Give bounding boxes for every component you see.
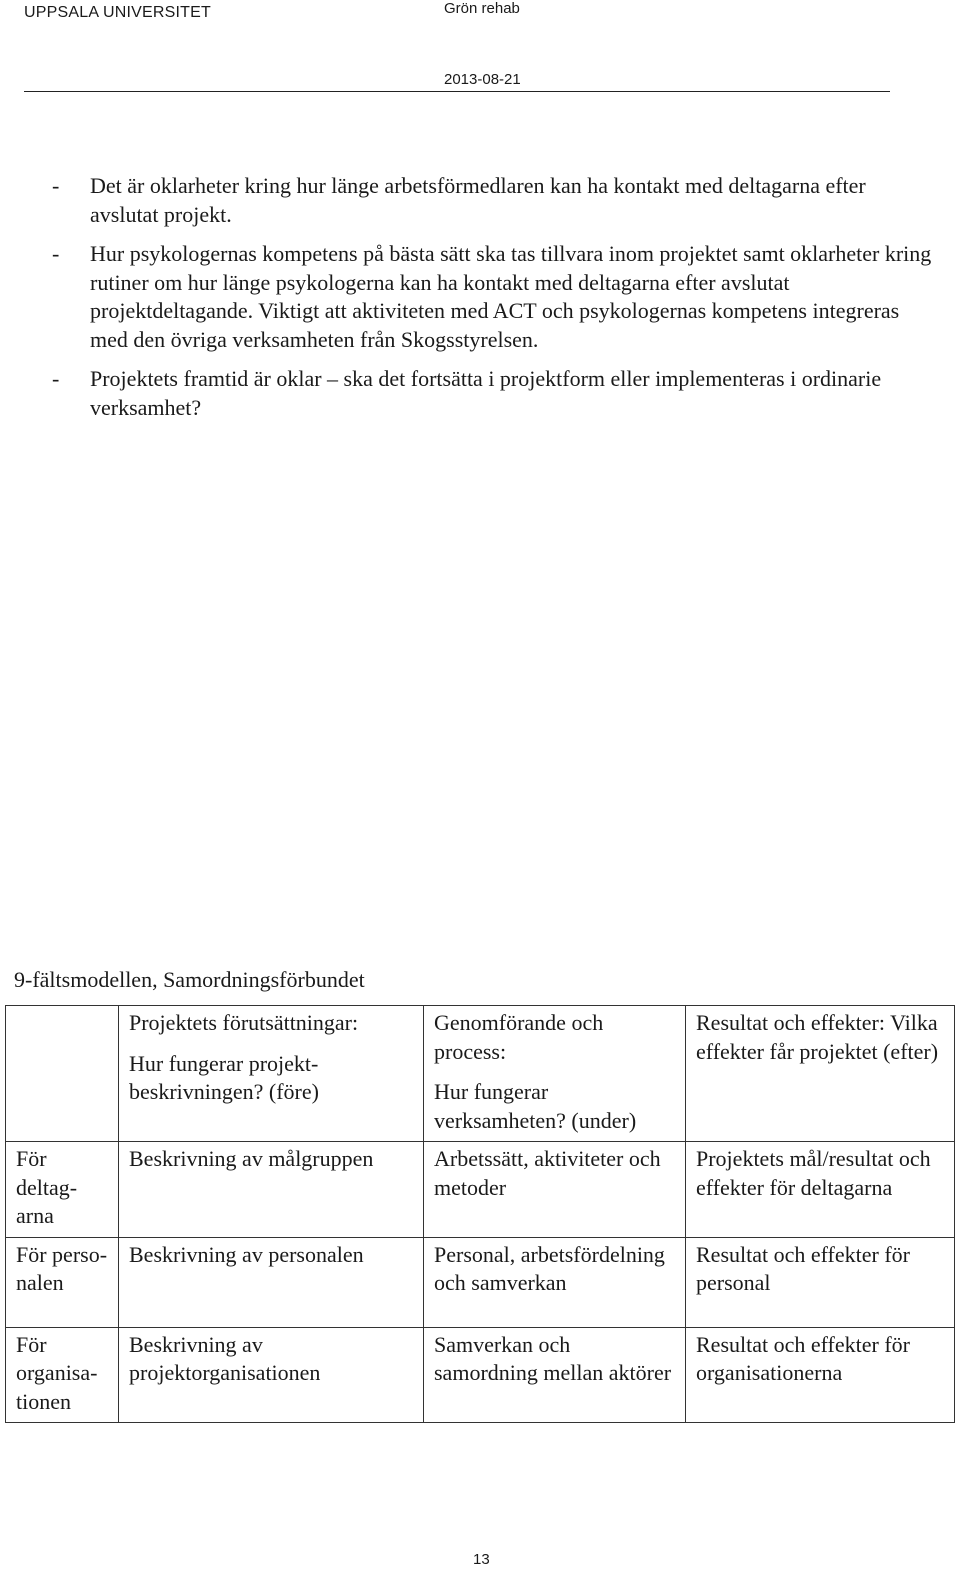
- bullet-dash: -: [52, 173, 60, 198]
- header-cell-results: [686, 1006, 955, 1142]
- university-name: UPPSALA UNIVERSITET: [24, 4, 211, 21]
- table-cell: Beskrivning av personalen: [119, 1237, 424, 1327]
- bullet-item: [52, 172, 932, 229]
- bullet-item: [52, 240, 932, 354]
- table-cell: Personal, arbetsfördelning och samverkan: [424, 1237, 686, 1327]
- row-label: För perso-nalen: [6, 1237, 119, 1327]
- table-cell: Beskrivning av projektorganisationen: [119, 1327, 424, 1423]
- table-cell: Resultat och effekter för personal: [686, 1237, 955, 1327]
- document-date: 2013-08-21: [444, 71, 521, 88]
- bullet-dash: -: [52, 241, 60, 266]
- table-row: [6, 1142, 955, 1238]
- table-cell: Arbetssätt, aktiviteter och metoder: [424, 1142, 686, 1238]
- bullet-text: Projektets framtid är oklar – ska det fortsätta i projektform eller implementeras i ordinarie verksamhet?: [90, 366, 882, 420]
- table-cell: Projektets mål/resultat och effekter för deltagarna: [686, 1142, 955, 1238]
- table-cell: Resultat och effekter för organisationerna: [686, 1327, 955, 1423]
- nine-field-model-table: [5, 1005, 955, 1423]
- bullet-list: [52, 172, 932, 433]
- row-label: För deltag-arna: [6, 1142, 119, 1238]
- table-row: [6, 1327, 955, 1423]
- header-divider: [24, 91, 890, 92]
- bullet-dash: -: [52, 366, 60, 391]
- table-header-row: [6, 1006, 955, 1142]
- bullet-text: Det är oklarheter kring hur länge arbetsförmedlaren kan ha kontakt med deltagarna efter avslutat projekt.: [90, 173, 866, 227]
- document-title: Grön rehab: [444, 0, 520, 17]
- bullet-text: Hur psykologernas kompetens på bästa sätt ska tas tillvara inom projektet samt oklarheter kring rutiner om hur länge psykologerna kan ha kontakt med deltagarna efter avslutat projektdeltagande. Viktigt att aktiviteten med ACT och psykologernas kompetens integreras med den övriga verksamheten från Skogsstyrelsen.: [90, 241, 932, 352]
- header-cell-title: Resultat och effekter: Vilka effekter får projektet (efter): [696, 1010, 939, 1064]
- bullet-item: [52, 365, 932, 422]
- page-header: [0, 0, 960, 95]
- table-cell: Beskrivning av målgruppen: [119, 1142, 424, 1238]
- row-label: För organisa-tionen: [6, 1327, 119, 1423]
- header-cell-question: Hur fungerar verksamheten? (under): [434, 1079, 637, 1133]
- table-cell: Samverkan och samordning mellan aktörer: [424, 1327, 686, 1423]
- header-cell-question: Hur fungerar projekt-beskrivningen? (före): [129, 1050, 319, 1104]
- header-cell-prerequisites: [119, 1006, 424, 1142]
- header-cell-title: Genomförande och process:: [434, 1010, 604, 1064]
- header-cell-title: Projektets förutsättningar:: [129, 1010, 359, 1035]
- table-row: [6, 1237, 955, 1327]
- table-caption: 9-fältsmodellen, Samordningsförbundet: [14, 967, 365, 992]
- header-cell-process: [424, 1006, 686, 1142]
- page-number: 13: [473, 1551, 490, 1568]
- table-corner-cell: [6, 1006, 119, 1142]
